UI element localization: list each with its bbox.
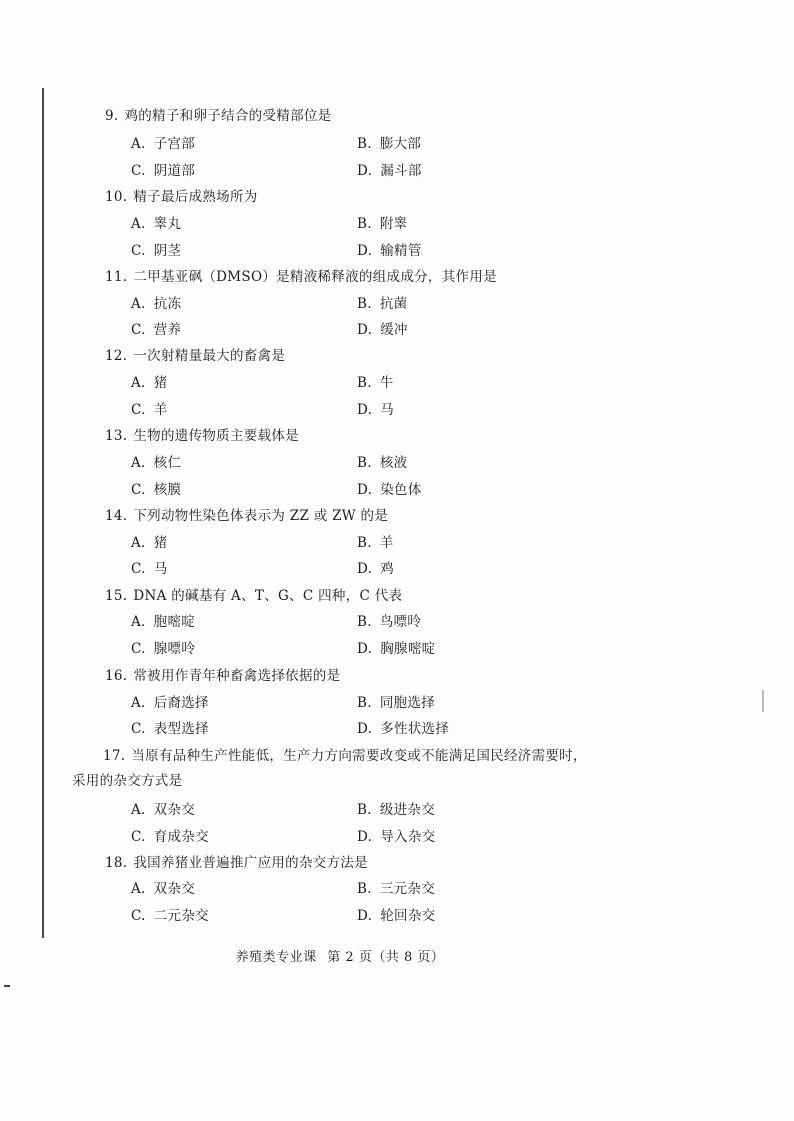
question-number: 14. xyxy=(105,508,128,524)
question-number: 16. xyxy=(105,668,128,684)
option-d: D. 导入杂交 xyxy=(357,829,436,845)
option-a: A. 抗冻 xyxy=(131,296,182,312)
option-d: D. 轮回杂交 xyxy=(357,908,436,924)
option-c: C. 育成杂交 xyxy=(131,829,209,845)
option-d: D. 输精管 xyxy=(357,243,422,259)
option-a: A. 猪 xyxy=(131,375,168,391)
option-c: C. 阴茎 xyxy=(131,243,182,259)
question-text: 二甲基亚砜（DMSO）是精液稀释液的组成成分，其作用是 xyxy=(133,269,497,285)
question-text: 精子最后成熟场所为 xyxy=(133,189,258,205)
binding-margin-line xyxy=(42,88,44,938)
question-text: 常被用作青年种畜禽选择依据的是 xyxy=(133,668,341,684)
question-text: 生物的遗传物质主要载体是 xyxy=(133,428,299,444)
page-footer xyxy=(0,946,680,965)
option-d: D. 鸡 xyxy=(357,561,395,577)
option-d: D. 马 xyxy=(357,402,395,418)
option-a: A. 胞嘧啶 xyxy=(131,614,196,630)
option-d: D. 胸腺嘧啶 xyxy=(357,641,436,657)
option-d: D. 染色体 xyxy=(357,482,422,498)
footer-subject: 养殖类专业课 xyxy=(235,950,317,965)
option-b: B. 膨大部 xyxy=(357,136,422,152)
question-text: 我国养猪业普遍推广应用的杂交方法是 xyxy=(133,855,368,871)
option-a: A. 睾丸 xyxy=(131,216,182,232)
question-number: 15. xyxy=(105,588,128,604)
question-number: 18. xyxy=(105,855,128,871)
option-a: A. 猪 xyxy=(131,535,168,551)
option-b: B. 三元杂交 xyxy=(357,881,436,897)
footer-page-number: 第 2 页（共 8 页） xyxy=(327,950,445,965)
option-c: C. 营养 xyxy=(131,322,182,338)
question-text: 当原有品种生产性能低，生产力方向需要改变或不能满足国民经济需要时，采用的杂交方式是 xyxy=(72,748,587,789)
option-c: C. 马 xyxy=(131,561,168,577)
option-a: A. 子宫部 xyxy=(131,136,196,152)
question-18 xyxy=(105,854,368,872)
option-b: B. 级进杂交 xyxy=(357,802,436,818)
question-number: 9. xyxy=(105,108,119,124)
question-14 xyxy=(105,507,388,525)
question-number: 17. xyxy=(103,748,126,764)
option-c: C. 表型选择 xyxy=(131,721,209,737)
question-13 xyxy=(105,427,299,445)
option-b: B. 附睾 xyxy=(357,216,408,232)
option-b: B. 同胞选择 xyxy=(357,695,436,711)
question-number: 11. xyxy=(105,269,128,285)
option-a: A. 核仁 xyxy=(131,455,182,471)
option-a: A. 双杂交 xyxy=(131,881,196,897)
question-text: 一次射精量最大的畜禽是 xyxy=(133,348,286,364)
option-b: B. 羊 xyxy=(357,535,394,551)
question-text: DNA 的碱基有 A、T、G、C 四种，C 代表 xyxy=(133,588,403,604)
option-b: B. 牛 xyxy=(357,375,394,391)
option-c: C. 核膜 xyxy=(131,482,182,498)
option-c: C. 腺嘌呤 xyxy=(131,641,196,657)
question-number: 13. xyxy=(105,428,128,444)
question-11 xyxy=(105,268,497,286)
option-a: A. 后裔选择 xyxy=(131,695,209,711)
question-text: 下列动物性染色体表示为 ZZ 或 ZW 的是 xyxy=(133,508,389,524)
option-c: C. 羊 xyxy=(131,402,168,418)
option-a: A. 双杂交 xyxy=(131,802,196,818)
option-d: D. 多性状选择 xyxy=(357,721,450,737)
option-d: D. 漏斗部 xyxy=(357,163,422,179)
option-c: C. 阴道部 xyxy=(131,163,196,179)
question-text: 鸡的精子和卵子结合的受精部位是 xyxy=(124,108,332,124)
question-12 xyxy=(105,347,285,365)
option-c: C. 二元杂交 xyxy=(131,908,209,924)
option-d: D. 缓冲 xyxy=(357,322,408,338)
option-b: B. 抗菌 xyxy=(357,296,408,312)
option-b: B. 核液 xyxy=(357,455,408,471)
question-number: 12. xyxy=(105,348,128,364)
question-10 xyxy=(105,188,258,206)
question-15 xyxy=(105,587,402,605)
question-17 xyxy=(72,744,592,794)
question-16 xyxy=(105,667,340,685)
question-number: 10. xyxy=(105,189,128,205)
question-9 xyxy=(105,107,331,125)
scan-mark xyxy=(762,690,764,712)
option-b: B. 鸟嘌呤 xyxy=(357,614,422,630)
scan-mark xyxy=(4,985,10,987)
